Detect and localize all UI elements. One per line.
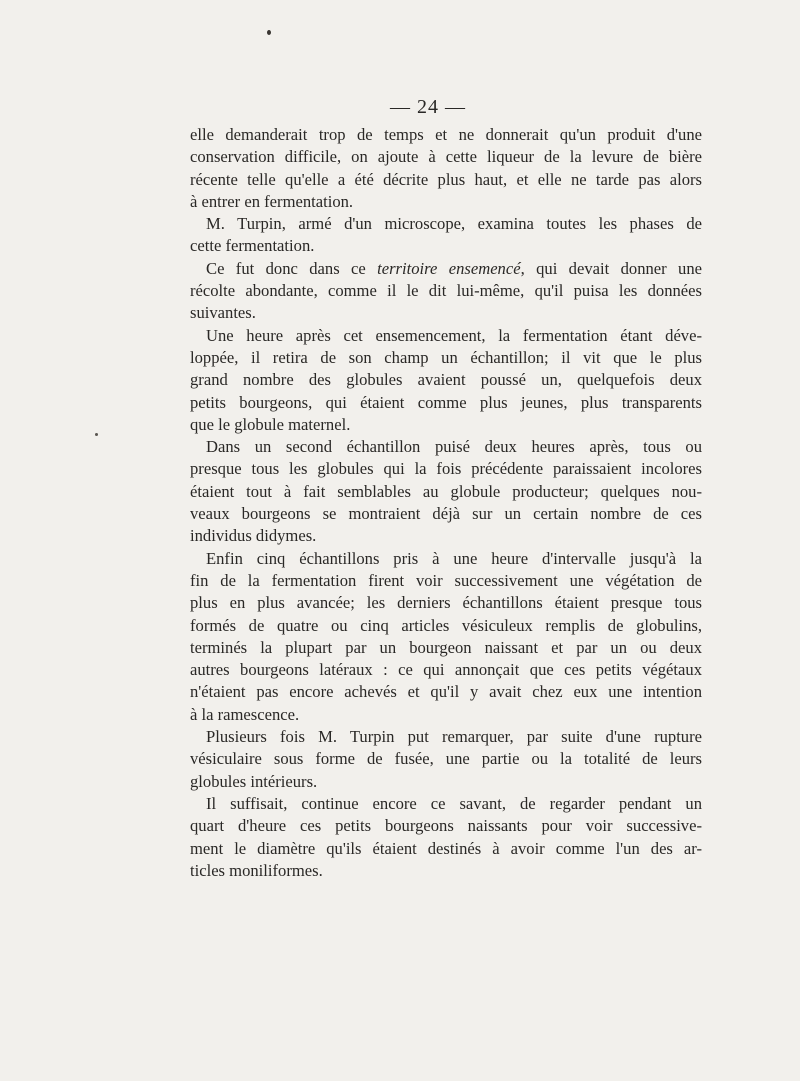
text-line: à la ramescence. — [190, 704, 300, 724]
text-line: que le globule maternel. — [190, 414, 351, 434]
ink-speck — [95, 433, 98, 436]
text-line: cette fermentation. — [190, 236, 315, 256]
text-line: plus en plus avancée; les derniers échantillons étaient presque tous — [190, 593, 702, 613]
text-line: récolte abondante, comme il le dit lui-même, qu'il puisa les données — [190, 281, 702, 301]
text-line: loppée, il retira de son champ un échantillon; il vit que le plus — [190, 347, 702, 367]
text-line: fin de la fermentation firent voir successivement une végétation de — [190, 570, 702, 590]
text-line: petits bourgeons, qui étaient comme plus jeunes, plus transparents — [190, 392, 702, 412]
text-line: Une heure après cet ensemencement, la fermentation étant déve- — [206, 325, 702, 345]
text-line: individus didymes. — [190, 526, 317, 546]
text-line: grand nombre des globules avaient poussé un, quelquefois deux — [190, 370, 702, 390]
text-line: Plusieurs fois M. Turpin put remarquer, par suite d'une rupture — [206, 727, 702, 747]
text-line: terminés la plupart par un bourgeon naissant et par un ou deux — [190, 637, 702, 657]
text-line: globules intérieurs. — [190, 771, 318, 791]
text-line: formés de quatre ou cinq articles vésiculeux remplis de globulins, — [190, 615, 702, 635]
text-line: ment le diamètre qu'ils étaient destinés à avoir comme l'un des ar- — [190, 838, 702, 858]
body-text — [190, 124, 702, 882]
text-segment: , qui devait donner une — [520, 258, 703, 278]
text-line: M. Turpin, armé d'un microscope, examina toutes les phases de — [206, 214, 702, 234]
text-line — [190, 258, 702, 280]
page-number: — 24 — — [390, 96, 466, 118]
text-line: presque tous les globules qui la fois précédente paraissaient incolores — [190, 459, 702, 479]
text-segment: Ce fut donc dans ce — [206, 258, 378, 278]
text-line: Il suffisait, continue encore ce savant, de regarder pendant un — [206, 793, 702, 813]
text-line: veaux bourgeons se montraient déjà sur un certain nombre de ces — [190, 504, 702, 524]
text-line: quart d'heure ces petits bourgeons naissants pour voir successive- — [190, 816, 702, 836]
text-line: Dans un second échantillon puisé deux heures après, tous ou — [206, 437, 702, 457]
text-line: suivantes. — [190, 303, 256, 323]
text-line: autres bourgeons latéraux : ce qui annonçait que ces petits végétaux — [190, 660, 702, 680]
text-line: à entrer en fermentation. — [190, 191, 354, 211]
text-line: elle demanderait trop de temps et ne donnerait qu'un produit d'une — [190, 125, 702, 144]
text-line: récente telle qu'elle a été décrite plus haut, et elle ne tarde pas alors — [190, 169, 702, 189]
text-line: Enfin cinq échantillons pris à une heure d'intervalle jusqu'à la — [206, 548, 702, 568]
ink-speck — [267, 30, 271, 35]
text-line: ticles moniliformes. — [190, 860, 323, 880]
text-line: conservation difficile, on ajoute à cette liqueur de la levure de bière — [190, 147, 702, 167]
text-line: n'étaient pas encore achevés et qu'il y avait chez eux une intention — [190, 682, 702, 702]
text-line: vésiculaire sous forme de fusée, une partie ou la totalité de leurs — [190, 749, 702, 769]
text-line: étaient tout à fait semblables au globule producteur; quelques nou- — [190, 481, 702, 501]
italic-phrase: territoire ensemencé — [377, 258, 521, 278]
